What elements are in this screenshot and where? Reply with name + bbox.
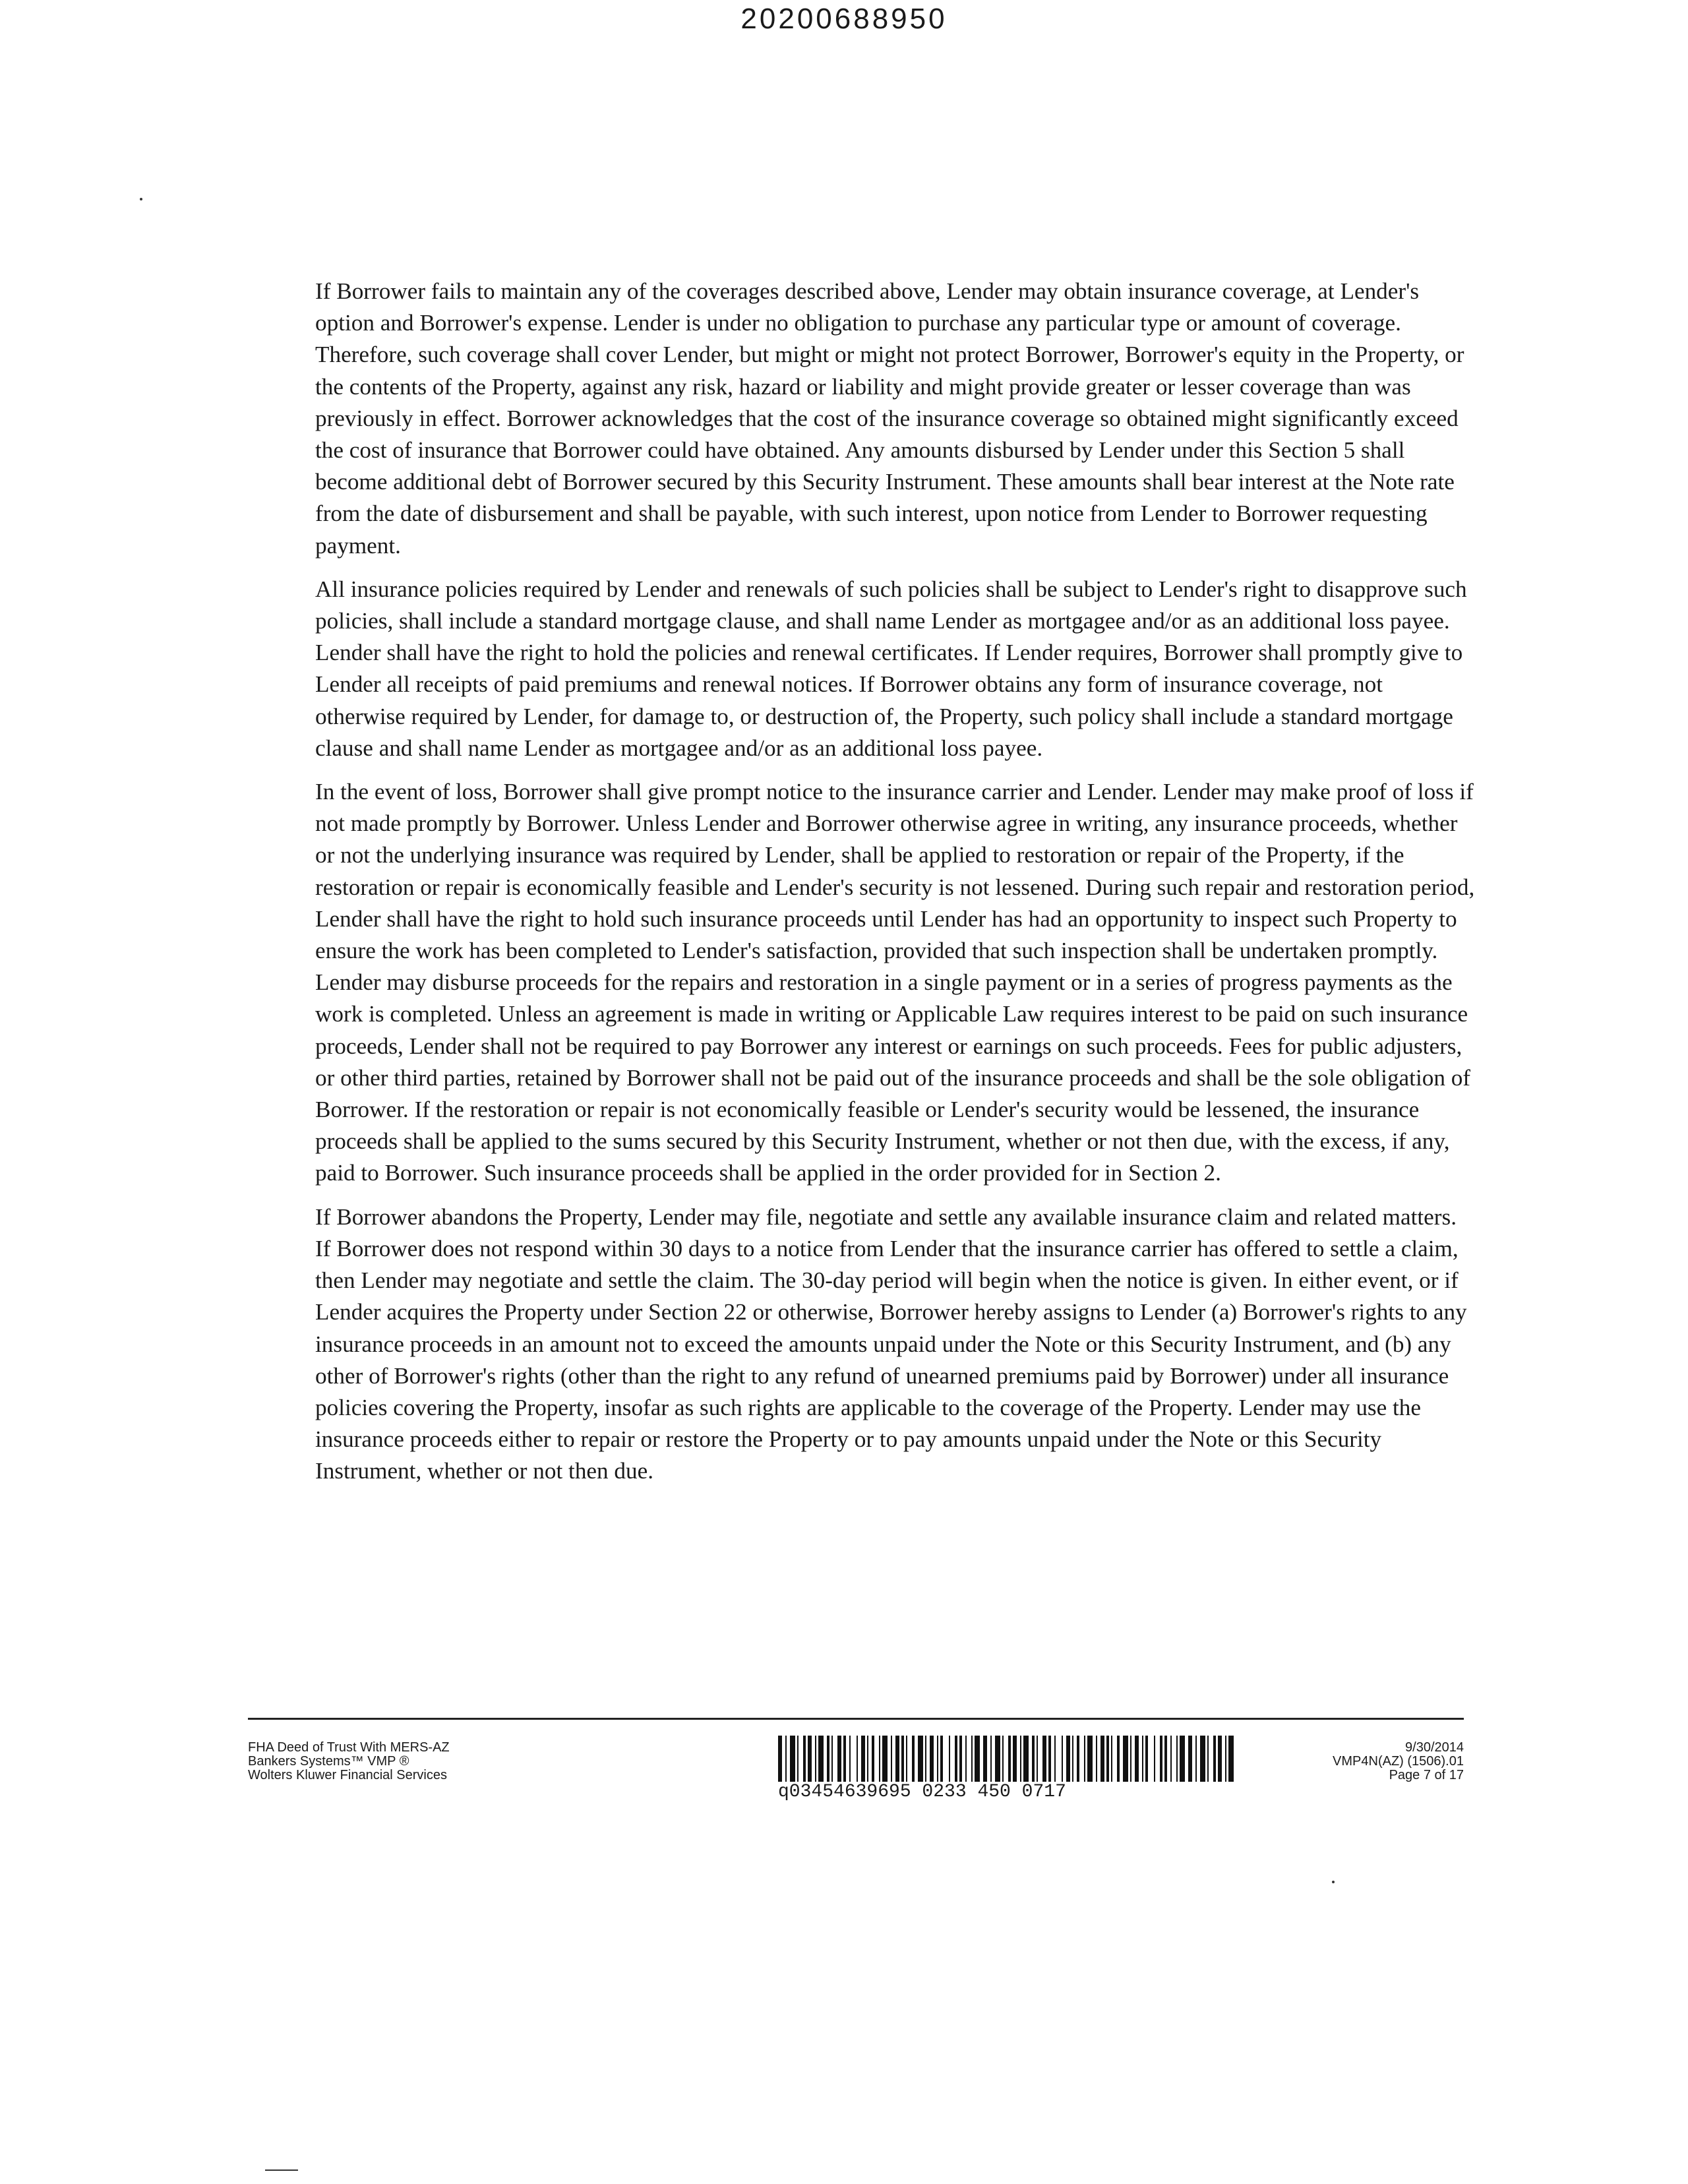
- barcode: [778, 1736, 1237, 1782]
- form-publisher-company: Wolters Kluwer Financial Services: [248, 1768, 447, 1782]
- paragraph: If Borrower fails to maintain any of the coverages described above, Lender may obtain insurance coverage, at Lender's option and Borrower's expense. Lender is under no obligation to purchase any particular type or amount of coverage. Therefore, such coverage shall cover Lender, but might or might not protect Borrower, Borrower's equity in the Property, or the contents of the Property, against any risk, hazard or liability and might provide greater or lesser coverage than was previously in effect. Borrower acknowledges that the cost of the insurance coverage so obtained might significantly exceed the cost of insurance that Borrower could have obtained. Any amounts disbursed by Lender under this Section 5 shall become additional debt of Borrower secured by this Security Instrument. These amounts shall bear interest at the Note rate from the date of disbursement and shall be payable, with such interest, upon notice from Lender to Borrower requesting payment.: [315, 278, 1464, 559]
- document-number: 20200688950: [740, 3, 948, 35]
- form-revision-info: [1333, 1741, 1464, 1782]
- barcode-number: q03454639695 0233 450 0717: [778, 1782, 1066, 1802]
- form-code: VMP4N(AZ) (1506).01: [1333, 1754, 1464, 1769]
- form-identification: [248, 1741, 450, 1782]
- page-number: Page 7 of 17: [1389, 1768, 1464, 1782]
- paragraph: If Borrower abandons the Property, Lender may file, negotiate and settle any available insurance claim and related matters. If Borrower does not respond within 30 days to a notice from Lender that the insurance carrier has offered to settle a claim, then Lender may negotiate and settle the claim. The 30-day period will begin when the notice is given. In either event, or if Lender acquires the Property under Section 22 or otherwise, Borrower hereby assigns to Lender (a) Borrower's rights to any insurance proceeds in an amount not to exceed the amounts unpaid under the Note or this Security Instrument, and (b) any other of Borrower's rights (other than the right to any refund of unearned premiums paid by Borrower) under all insurance policies covering the Property, insofar as such rights are applicable to the coverage of the Property. Lender may use the insurance proceeds either to repair or restore the Property or to pay amounts unpaid under the Note or this Security Instrument, whether or not then due.: [315, 1203, 1467, 1484]
- form-title: FHA Deed of Trust With MERS-AZ: [248, 1740, 450, 1755]
- paragraph: In the event of loss, Borrower shall give prompt notice to the insurance carrier and Lender. Lender may make proof of loss if not made promptly by Borrower. Unless Lender and Borrower otherwise agree in writing, any insurance proceeds, whether or not the underlying insurance was required by Lender, shall be applied to restoration or repair of the Property, if the restoration or repair is economically feasible and Lender's security is not lessened. During such repair and restoration period, Lender shall have the right to hold such insurance proceeds until Lender has had an opportunity to inspect such Property to ensure the work has been completed to Lender's satisfaction, provided that such inspection shall be undertaken promptly. Lender may disburse proceeds for the repairs and restoration in a single payment or in a series of progress payments as the work is completed. Unless an agreement is made in writing or Applicable Law requires interest to be paid on such insurance proceeds, Lender shall not be required to pay Borrower any interest or earnings on such proceeds. Fees for public adjusters, or other third parties, retained by Borrower shall not be paid out of the insurance proceeds and shall be the sole obligation of Borrower. If the restoration or repair is not economically feasible or Lender's security would be lessened, the insurance proceeds shall be applied to the sums secured by this Security Instrument, whether or not then due, with the excess, if any, paid to Borrower. Such insurance proceeds shall be applied in the order provided for in Section 2.: [315, 779, 1475, 1186]
- paragraph: All insurance policies required by Lender and renewals of such policies shall be subject to Lender's right to disapprove such policies, shall include a standard mortgage clause, and shall name Lender as mortgagee and/or as an additional loss payee. Lender shall have the right to hold the policies and renewal certificates. If Lender requires, Borrower shall promptly give to Lender all receipts of paid premiums and renewal notices. If Borrower obtains any form of insurance coverage, not otherwise required by Lender, for damage to, or destruction of, the Property, such policy shall include a standard mortgage clause and shall name Lender as mortgagee and/or as an additional loss payee.: [315, 576, 1467, 761]
- footer-divider: [248, 1718, 1464, 1720]
- document-body: [315, 276, 1476, 1500]
- form-publisher: Bankers Systems™ VMP ®: [248, 1754, 409, 1769]
- scan-mark: [265, 2169, 298, 2171]
- scan-speck: [140, 198, 142, 200]
- scan-speck: [1332, 1881, 1335, 1883]
- form-date: 9/30/2014: [1405, 1740, 1464, 1755]
